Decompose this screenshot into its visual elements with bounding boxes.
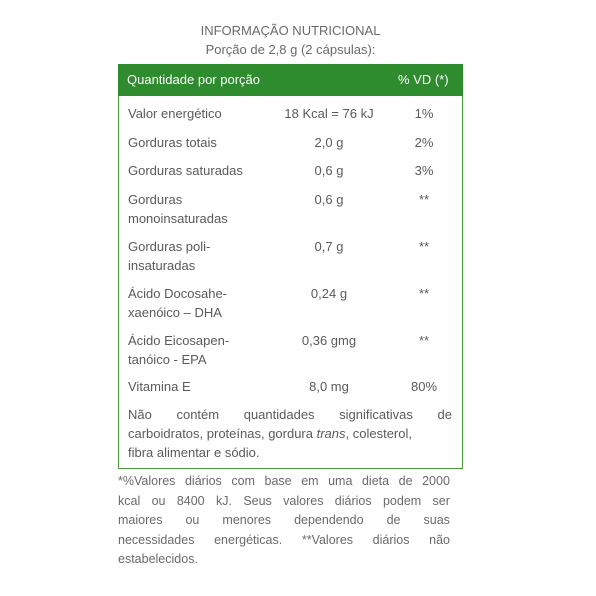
nutrient-amount: 0,24 g xyxy=(310,286,348,301)
nutrient-name: Gorduras poli- insaturadas xyxy=(128,239,211,273)
serving-size: Porção de 2,8 g (2 cápsulas): xyxy=(205,42,376,57)
column-header-vd: % VD (*) xyxy=(398,72,449,87)
nutrient-amount: 0,6 g xyxy=(314,163,344,178)
nutrition-title: INFORMAÇÃO NUTRICIONAL xyxy=(200,23,381,38)
nutrient-vd: ** xyxy=(418,286,430,301)
nutrient-name: Ácido Eicosapen- tanóico - EPA xyxy=(128,333,230,367)
column-header-quantity: Quantidade por porção xyxy=(127,72,260,87)
nutrient-vd: 2% xyxy=(414,135,434,150)
insignificant-nutrients-notice: Não contém quantidades significativas de carboidratos, proteínas, gordura trans, colesterol, fibra alimentar e sódio. xyxy=(128,407,452,460)
nutrient-name: Gorduras saturadas xyxy=(128,163,243,178)
nutrition-table xyxy=(118,64,463,469)
nutrient-name: Valor energético xyxy=(128,106,222,121)
nutrient-name: Vitamina E xyxy=(128,379,191,394)
nutrient-vd: ** xyxy=(418,192,430,207)
nutrient-amount: 0,6 g xyxy=(314,192,344,207)
table-header xyxy=(118,64,463,96)
nutrient-amount: 2,0 g xyxy=(314,135,344,150)
nutrient-vd: 1% xyxy=(414,106,434,121)
nutrient-name: Gorduras monoinsaturadas xyxy=(128,192,228,226)
nutrient-vd: 3% xyxy=(414,163,434,178)
nutrient-vd: ** xyxy=(418,333,430,348)
nutrient-amount: 8,0 mg xyxy=(309,379,349,394)
nutrient-amount: 18 Kcal = 76 kJ xyxy=(284,106,374,121)
nutrient-amount: 0,7 g xyxy=(314,239,344,254)
nutrient-name: Ácido Docosahe- xaenóico – DHA xyxy=(128,286,227,320)
nutrient-vd: 80% xyxy=(410,379,438,394)
nutrient-name: Gorduras totais xyxy=(128,135,217,150)
footnote: *%Valores diários com base em uma dieta de 2000 kcal ou 8400 kJ. Seus valores diários podem ser maiores ou menores dependendo de suas necessidades energéticas. **Valores diários não estabelecidos. xyxy=(118,474,450,566)
nutrient-amount: 0,36 gmg xyxy=(301,333,357,348)
nutrient-vd: ** xyxy=(418,239,430,254)
